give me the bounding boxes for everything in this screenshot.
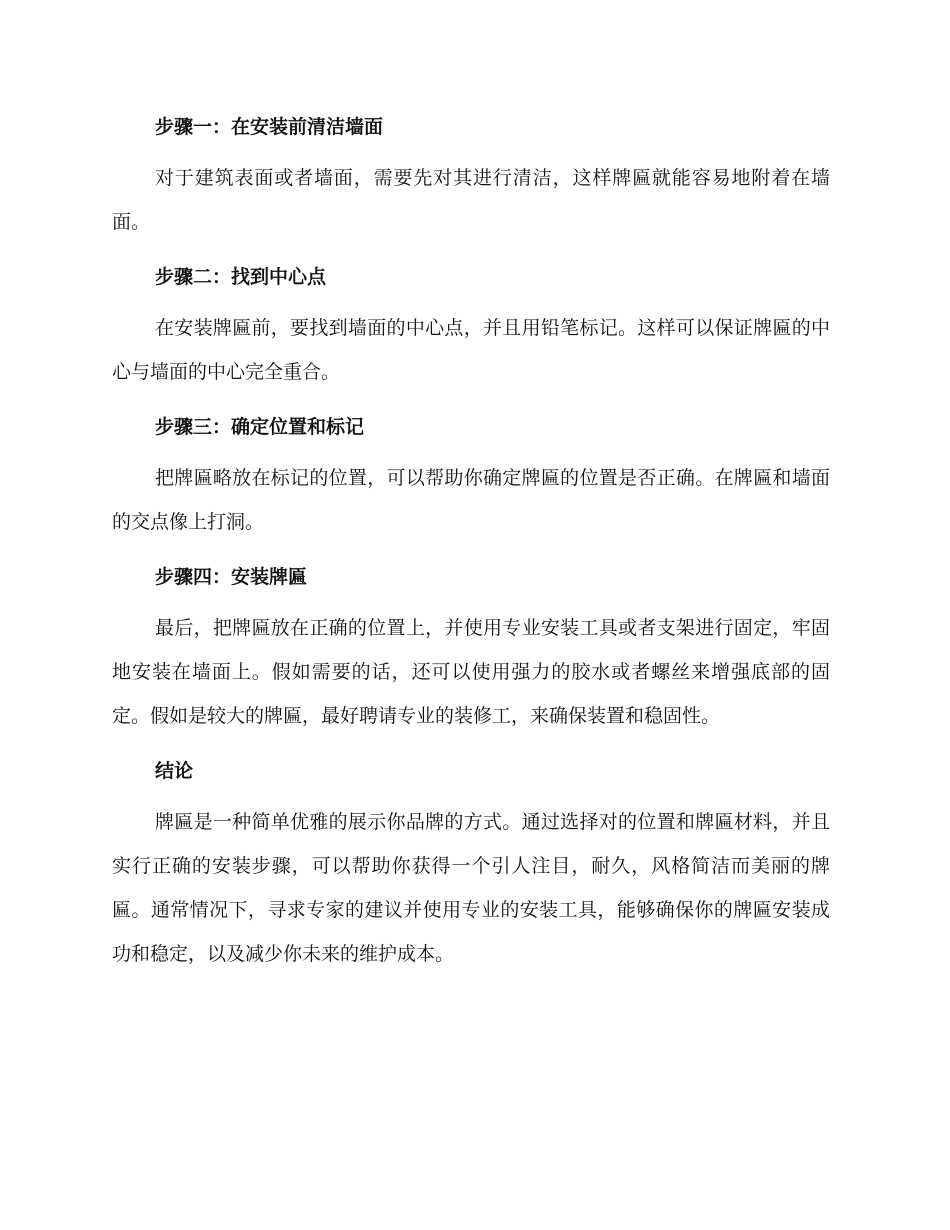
section-heading-step-3: 步骤三：确定位置和标记	[155, 416, 365, 438]
section-heading-conclusion: 结论	[155, 760, 194, 782]
section-heading-step-1: 步骤一：在安装前清洁墙面	[155, 116, 384, 138]
section-body-conclusion: 牌匾是一种简单优雅的展示你品牌的方式。通过选择对的位置和牌匾材料，并且实行正确的安装步骤，可以帮助你获得一个引人注目，耐久，风格简洁而美丽的牌匾。通常情况下，寻求专家的建议并使用专业的安装工具，能够确保你的牌匾安装成功和稳定，以及减少你未来的维护成本。	[112, 811, 830, 965]
section-heading-step-4: 步骤四：安装牌匾	[155, 566, 308, 588]
section-body-step-4: 最后，把牌匾放在正确的位置上，并使用专业安装工具或者支架进行固定，牢固地安装在墙面上。假如需要的话，还可以使用强力的胶水或者螺丝来增强底部的固定。假如是较大的牌匾，最好聘请专业的装修工，来确保装置和稳固性。	[112, 617, 830, 727]
section-heading-step-2: 步骤二：找到中心点	[155, 266, 327, 288]
section-body-step-1: 对于建筑表面或者墙面，需要先对其进行清洁，这样牌匾就能容易地附着在墙面。	[112, 167, 830, 233]
section-body-step-3: 把牌匾略放在标记的位置，可以帮助你确定牌匾的位置是否正确。在牌匾和墙面的交点像上打洞。	[112, 467, 830, 533]
section-body-step-2: 在安装牌匾前，要找到墙面的中心点，并且用铅笔标记。这样可以保证牌匾的中心与墙面的中心完全重合。	[112, 317, 830, 383]
